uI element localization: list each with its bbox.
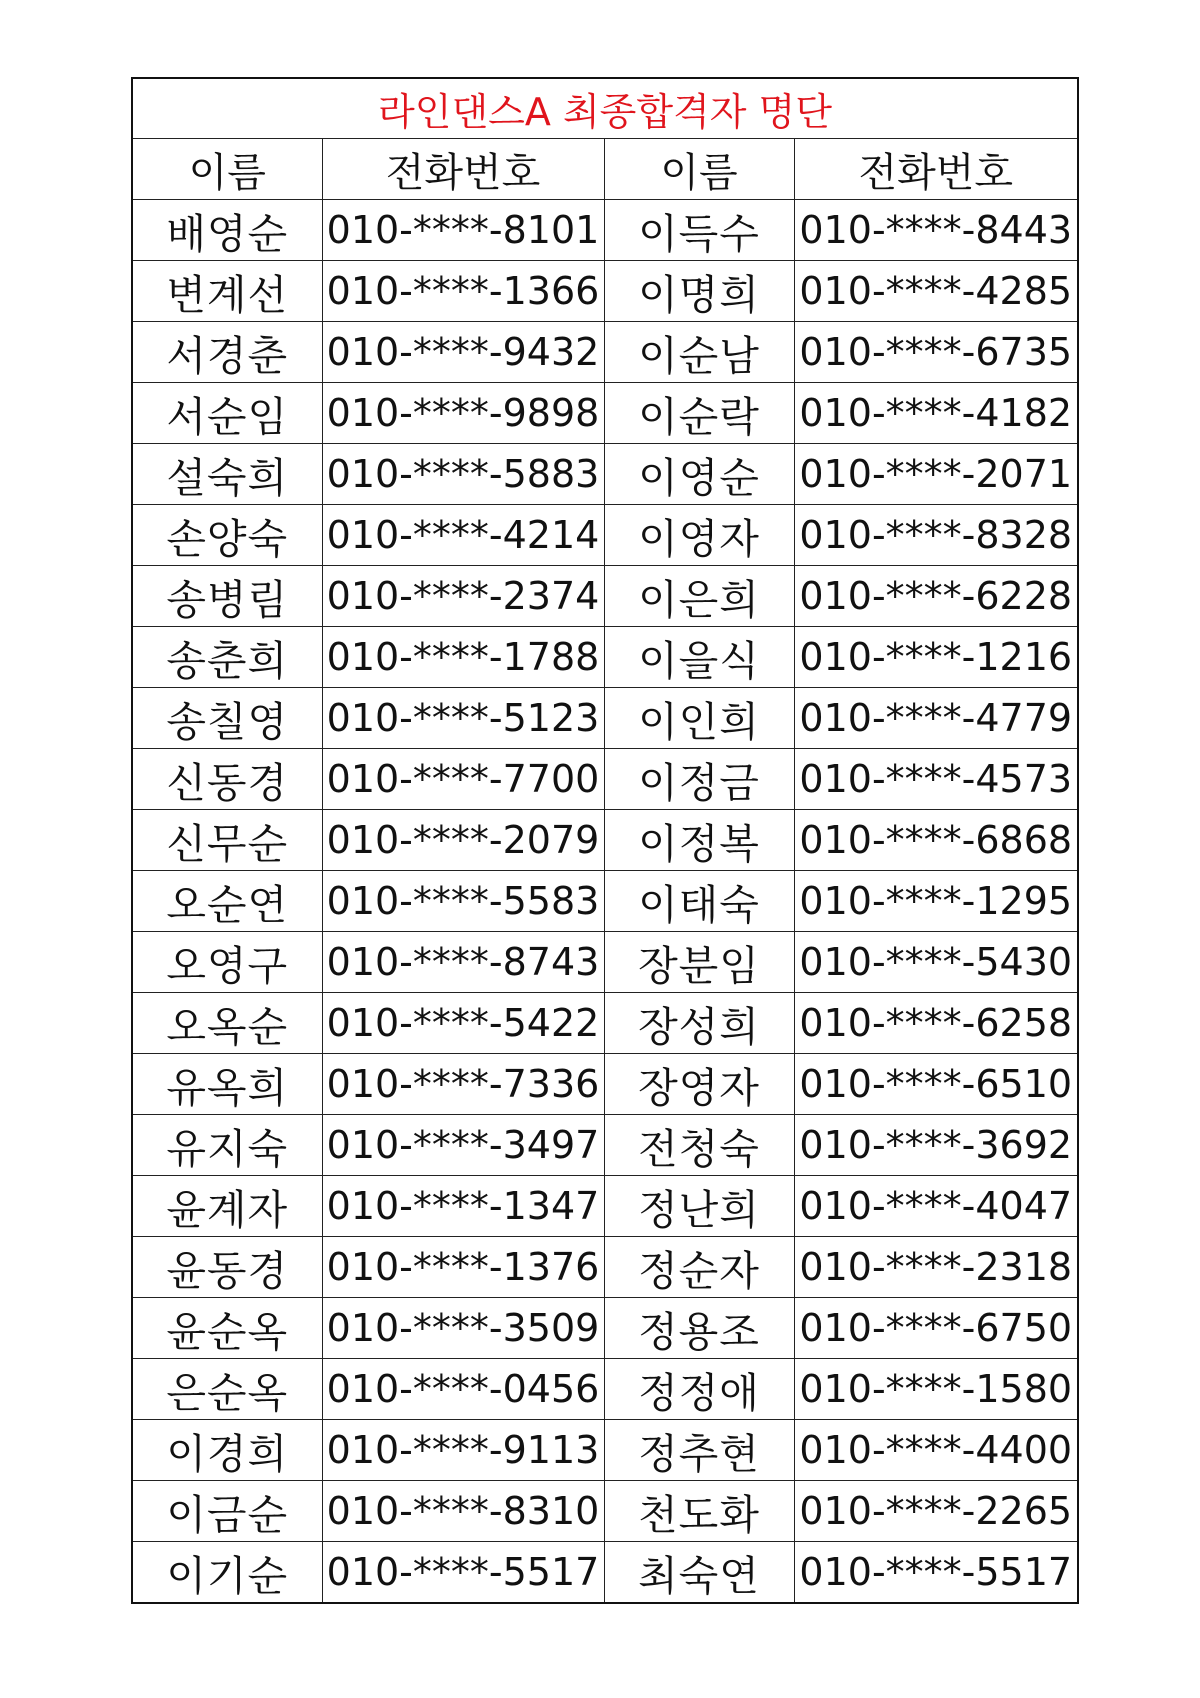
phone-cell-left: 010-****-3497 [322, 1115, 604, 1176]
phone-cell-left: 010-****-5422 [322, 993, 604, 1054]
phone-cell-left: 010-****-5123 [322, 688, 604, 749]
name-cell-right: 이정복 [604, 810, 794, 871]
name-cell-right: 정추현 [604, 1420, 794, 1481]
name-cell-left: 설숙희 [132, 444, 322, 505]
table-row [132, 688, 1078, 749]
phone-cell-left: 010-****-7336 [322, 1054, 604, 1115]
name-cell-left: 배영순 [132, 200, 322, 261]
name-cell-left: 서경춘 [132, 322, 322, 383]
phone-cell-left: 010-****-9432 [322, 322, 604, 383]
phone-cell-right: 010-****-5517 [794, 1542, 1078, 1604]
phone-cell-left: 010-****-1347 [322, 1176, 604, 1237]
name-cell-right: 이영순 [604, 444, 794, 505]
phone-cell-left: 010-****-9113 [322, 1420, 604, 1481]
name-cell-left: 오옥순 [132, 993, 322, 1054]
name-cell-left: 이경희 [132, 1420, 322, 1481]
name-cell-right: 정용조 [604, 1298, 794, 1359]
table-row [132, 261, 1078, 322]
name-cell-left: 윤동경 [132, 1237, 322, 1298]
phone-cell-right: 010-****-6510 [794, 1054, 1078, 1115]
phone-cell-left: 010-****-2374 [322, 566, 604, 627]
phone-cell-left: 010-****-4214 [322, 505, 604, 566]
name-cell-right: 정난희 [604, 1176, 794, 1237]
name-cell-left: 유지숙 [132, 1115, 322, 1176]
phone-cell-left: 010-****-7700 [322, 749, 604, 810]
name-cell-right: 이은희 [604, 566, 794, 627]
header-name-left: 이름 [132, 139, 322, 200]
table-row [132, 566, 1078, 627]
header-phone-right: 전화번호 [794, 139, 1078, 200]
name-cell-right: 장영자 [604, 1054, 794, 1115]
name-cell-left: 이금순 [132, 1481, 322, 1542]
name-cell-right: 이순락 [604, 383, 794, 444]
table-row [132, 627, 1078, 688]
phone-cell-left: 010-****-1788 [322, 627, 604, 688]
phone-cell-right: 010-****-4285 [794, 261, 1078, 322]
name-cell-right: 이영자 [604, 505, 794, 566]
table-row [132, 1542, 1078, 1604]
name-cell-left: 유옥희 [132, 1054, 322, 1115]
phone-cell-right: 010-****-8328 [794, 505, 1078, 566]
phone-cell-right: 010-****-6735 [794, 322, 1078, 383]
table-row [132, 810, 1078, 871]
phone-cell-right: 010-****-2318 [794, 1237, 1078, 1298]
phone-cell-left: 010-****-0456 [322, 1359, 604, 1420]
name-cell-left: 송병림 [132, 566, 322, 627]
phone-cell-right: 010-****-4400 [794, 1420, 1078, 1481]
name-cell-left: 송춘희 [132, 627, 322, 688]
name-cell-left: 윤계자 [132, 1176, 322, 1237]
phone-cell-left: 010-****-5517 [322, 1542, 604, 1604]
phone-cell-right: 010-****-4779 [794, 688, 1078, 749]
phone-cell-right: 010-****-6750 [794, 1298, 1078, 1359]
phone-cell-left: 010-****-3509 [322, 1298, 604, 1359]
table-row [132, 1054, 1078, 1115]
phone-cell-left: 010-****-8310 [322, 1481, 604, 1542]
name-cell-left: 신동경 [132, 749, 322, 810]
name-cell-right: 천도화 [604, 1481, 794, 1542]
phone-cell-right: 010-****-4573 [794, 749, 1078, 810]
table-row [132, 932, 1078, 993]
name-cell-left: 신무순 [132, 810, 322, 871]
table-row [132, 871, 1078, 932]
phone-cell-right: 010-****-4182 [794, 383, 1078, 444]
phone-cell-left: 010-****-2079 [322, 810, 604, 871]
table-row [132, 383, 1078, 444]
name-cell-right: 최숙연 [604, 1542, 794, 1604]
name-cell-right: 이을식 [604, 627, 794, 688]
table-row [132, 322, 1078, 383]
phone-cell-left: 010-****-9898 [322, 383, 604, 444]
name-cell-right: 이인희 [604, 688, 794, 749]
name-cell-right: 이순남 [604, 322, 794, 383]
roster-table-body [132, 78, 1078, 1603]
phone-cell-right: 010-****-5430 [794, 932, 1078, 993]
phone-cell-right: 010-****-6868 [794, 810, 1078, 871]
name-cell-right: 이득수 [604, 200, 794, 261]
phone-cell-right: 010-****-6258 [794, 993, 1078, 1054]
table-row [132, 749, 1078, 810]
table-row [132, 1481, 1078, 1542]
name-cell-left: 윤순옥 [132, 1298, 322, 1359]
header-row [132, 139, 1078, 200]
name-cell-left: 서순임 [132, 383, 322, 444]
name-cell-right: 정순자 [604, 1237, 794, 1298]
name-cell-left: 이기순 [132, 1542, 322, 1604]
name-cell-right: 이명희 [604, 261, 794, 322]
name-cell-left: 오영구 [132, 932, 322, 993]
table-row [132, 1359, 1078, 1420]
title-row [132, 78, 1078, 139]
table-row [132, 1176, 1078, 1237]
phone-cell-right: 010-****-6228 [794, 566, 1078, 627]
phone-cell-left: 010-****-5883 [322, 444, 604, 505]
phone-cell-left: 010-****-5583 [322, 871, 604, 932]
header-phone-left: 전화번호 [322, 139, 604, 200]
name-cell-right: 정정애 [604, 1359, 794, 1420]
name-cell-left: 오순연 [132, 871, 322, 932]
name-cell-right: 이태숙 [604, 871, 794, 932]
roster-table [131, 77, 1079, 1604]
phone-cell-left: 010-****-1366 [322, 261, 604, 322]
roster-sheet [131, 77, 1077, 1604]
name-cell-right: 이정금 [604, 749, 794, 810]
name-cell-left: 변계선 [132, 261, 322, 322]
phone-cell-left: 010-****-8743 [322, 932, 604, 993]
phone-cell-right: 010-****-1295 [794, 871, 1078, 932]
document-title: 라인댄스A 최종합격자 명단 [132, 78, 1078, 139]
table-row [132, 505, 1078, 566]
phone-cell-right: 010-****-4047 [794, 1176, 1078, 1237]
name-cell-right: 장분임 [604, 932, 794, 993]
name-cell-left: 손양숙 [132, 505, 322, 566]
phone-cell-right: 010-****-1216 [794, 627, 1078, 688]
table-row [132, 1298, 1078, 1359]
phone-cell-right: 010-****-2265 [794, 1481, 1078, 1542]
table-row [132, 444, 1078, 505]
name-cell-left: 송칠영 [132, 688, 322, 749]
phone-cell-right: 010-****-8443 [794, 200, 1078, 261]
phone-cell-right: 010-****-2071 [794, 444, 1078, 505]
phone-cell-left: 010-****-1376 [322, 1237, 604, 1298]
table-row [132, 1237, 1078, 1298]
name-cell-left: 은순옥 [132, 1359, 322, 1420]
phone-cell-right: 010-****-3692 [794, 1115, 1078, 1176]
phone-cell-left: 010-****-8101 [322, 200, 604, 261]
table-row [132, 1420, 1078, 1481]
name-cell-right: 장성희 [604, 993, 794, 1054]
name-cell-right: 전청숙 [604, 1115, 794, 1176]
phone-cell-right: 010-****-1580 [794, 1359, 1078, 1420]
header-name-right: 이름 [604, 139, 794, 200]
table-row [132, 200, 1078, 261]
table-row [132, 1115, 1078, 1176]
table-row [132, 993, 1078, 1054]
